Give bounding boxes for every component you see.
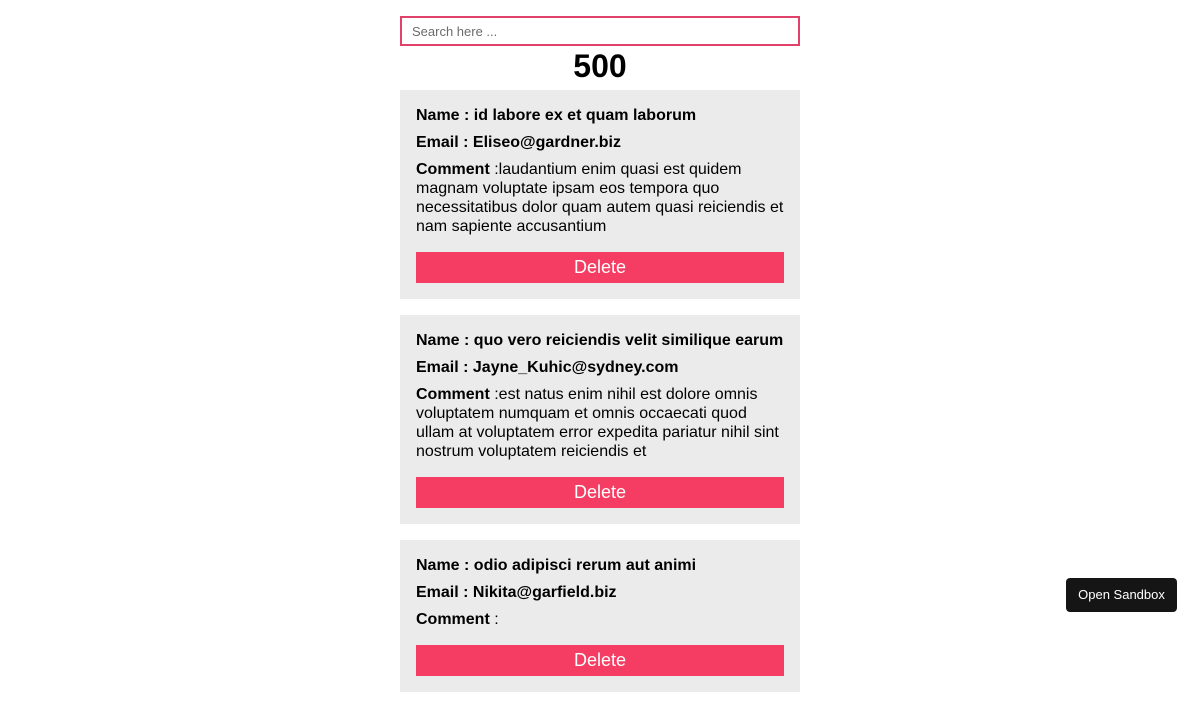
comment-email: [416, 358, 784, 377]
name-label: Name :: [416, 332, 474, 349]
name-value: quo vero reiciendis velit similique earum: [473, 332, 784, 349]
comment-separator: :: [489, 161, 499, 178]
email-label: Email :: [416, 584, 473, 601]
comment-body: [416, 385, 784, 461]
name-label: Name :: [416, 557, 474, 574]
comment-count: 500: [573, 48, 627, 84]
comment-body: [416, 610, 784, 629]
email-label: Email :: [416, 134, 473, 151]
comment-label: Comment: [416, 611, 490, 628]
comment-text: laudantium enim quasi est quidem magnam voluptate ipsam eos tempora quo necessitatibus dolor quam autem quasi reiciendis et nam sapiente accusantium: [416, 161, 784, 235]
email-value: Eliseo@gardner.biz: [472, 134, 621, 151]
comment-card: [400, 90, 800, 299]
comment-card: [400, 540, 800, 692]
delete-button[interactable]: Delete: [416, 252, 784, 283]
comment-email: [416, 583, 784, 602]
email-value: Nikita@garfield.biz: [472, 584, 617, 601]
comment-label: Comment: [416, 161, 490, 178]
email-value: Jayne_Kuhic@sydney.com: [472, 359, 679, 376]
comment-name: [416, 331, 784, 350]
open-sandbox-button[interactable]: Open Sandbox: [1066, 578, 1177, 612]
comment-body: [416, 160, 784, 236]
search-input[interactable]: [400, 16, 800, 46]
comment-separator: :: [489, 386, 499, 403]
name-value: odio adipisci rerum aut animi: [473, 557, 697, 574]
comment-name: [416, 556, 784, 575]
comment-card: [400, 315, 800, 524]
comment-label: Comment: [416, 386, 490, 403]
comment-text: est natus enim nihil est dolore omnis voluptatem numquam et omnis occaecati quod ullam at voluptatem error expedita pariatur nihil sint nostrum voluptatem reiciendis et: [416, 386, 779, 460]
email-label: Email :: [416, 359, 473, 376]
delete-button[interactable]: Delete: [416, 477, 784, 508]
delete-button[interactable]: Delete: [416, 645, 784, 676]
comment-separator: :: [489, 611, 499, 628]
comment-name: [416, 106, 784, 125]
comment-email: [416, 133, 784, 152]
name-value: id labore ex et quam laborum: [473, 107, 697, 124]
comments-app: [400, 16, 800, 708]
name-label: Name :: [416, 107, 474, 124]
